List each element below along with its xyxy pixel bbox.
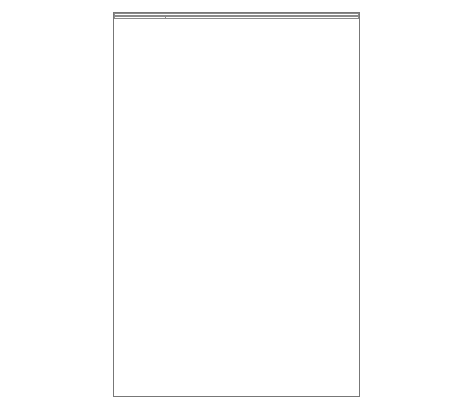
fault-section-body bbox=[166, 17, 359, 19]
fault-table bbox=[114, 16, 359, 19]
fault-section-label bbox=[115, 17, 166, 19]
fault-intro bbox=[166, 17, 358, 18]
document-page bbox=[113, 12, 360, 397]
